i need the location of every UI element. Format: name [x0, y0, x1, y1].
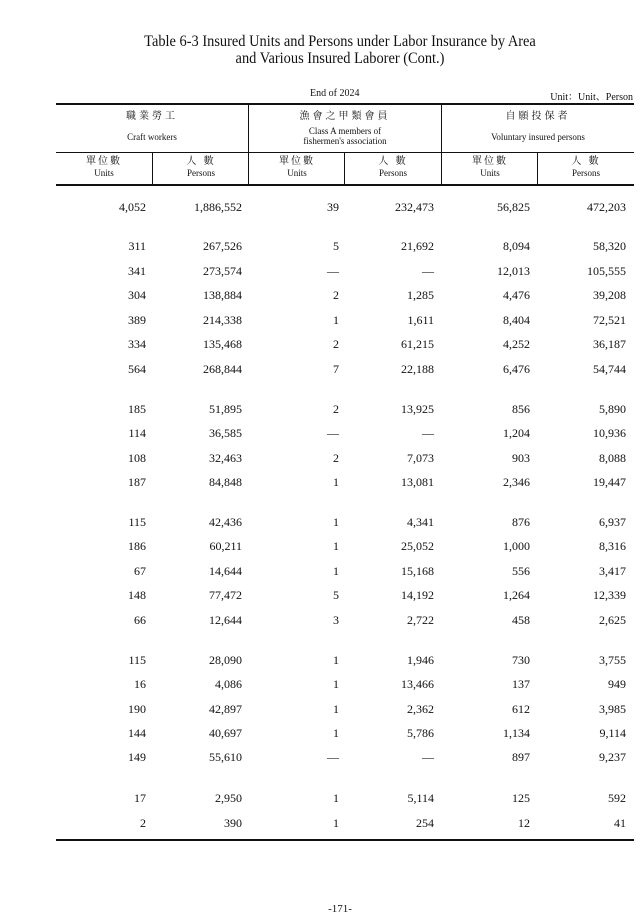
table-cell: 61,215 [401, 337, 434, 351]
table-cell: 22,188 [401, 362, 434, 376]
subheader-units [442, 156, 538, 179]
table-cell: 304 [128, 288, 146, 302]
table-row [56, 514, 634, 530]
table-cell: 13,925 [401, 402, 434, 416]
table-cell: 190 [128, 702, 146, 716]
table-cell: 1,134 [503, 726, 530, 740]
table-cell: 232,473 [395, 200, 434, 214]
table-row [56, 676, 634, 692]
table-cell: 5 [333, 239, 339, 253]
subheader-en: Units [287, 168, 307, 178]
table-cell: 60,211 [209, 539, 242, 553]
table-cell: 115 [128, 653, 146, 667]
table-cell: 28,090 [209, 653, 242, 667]
table-cell: 2 [140, 816, 146, 830]
table-cell: 16 [134, 677, 146, 691]
group-divider-line [56, 152, 634, 153]
table-cell: 1 [333, 539, 339, 553]
table-cell: 876 [512, 515, 530, 529]
table-cell: 8,088 [599, 451, 626, 465]
table-cell: 334 [128, 337, 146, 351]
table-cell: — [327, 264, 339, 278]
table-cell: 856 [512, 402, 530, 416]
table-cell: 341 [128, 264, 146, 278]
table-cell: 12,644 [209, 613, 242, 627]
group-header-en: Class A members of [308, 126, 382, 136]
subheader-persons [538, 156, 634, 179]
table-cell: 39,208 [593, 288, 626, 302]
table-cell: 458 [512, 613, 530, 627]
table-cell: 1 [333, 515, 339, 529]
table-cell: — [327, 750, 339, 764]
table-cell: 3 [333, 613, 339, 627]
table-cell: 214,338 [203, 313, 242, 327]
page-number: -171- [328, 903, 352, 915]
table-cell: 2 [333, 402, 339, 416]
table-cell: 1 [333, 653, 339, 667]
table-cell: 730 [512, 653, 530, 667]
table-row [56, 450, 634, 466]
subheader-zh: 單位數 [86, 156, 122, 167]
table-cell: 903 [512, 451, 530, 465]
table-cell: — [327, 426, 339, 440]
table-title-line1: Table 6-3 Insured Units and Persons under Labor Insurance by Area [144, 33, 536, 50]
table-cell: 5,890 [599, 402, 626, 416]
table-cell: 268,844 [203, 362, 242, 376]
table-cell: 67 [134, 564, 146, 578]
subheader-en: Persons [571, 168, 600, 178]
table-cell: 4,086 [215, 677, 242, 691]
group-header-fishermen [249, 111, 441, 146]
subheader-persons [153, 156, 249, 179]
table-cell: 72,521 [593, 313, 626, 327]
table-row [56, 612, 634, 628]
table-cell: 40,697 [209, 726, 242, 740]
table-cell: 41 [614, 816, 626, 830]
table-cell: 1 [333, 726, 339, 740]
table-cell: 36,585 [209, 426, 242, 440]
table-cell: — [422, 750, 434, 764]
table-cell: 273,574 [203, 264, 242, 278]
subheader-units [56, 156, 152, 179]
table-cell: 2,362 [407, 702, 434, 716]
table-row [56, 474, 634, 490]
table-cell: 472,203 [587, 200, 626, 214]
table-cell: 556 [512, 564, 530, 578]
table-cell: 148 [128, 588, 146, 602]
table-cell: 7 [333, 362, 339, 376]
table-cell: 2,346 [503, 475, 530, 489]
table-cell: 12,013 [497, 264, 530, 278]
group-header-craft-workers [56, 111, 248, 142]
table-cell: 1,611 [407, 313, 434, 327]
table-row [56, 701, 634, 717]
table-cell: 84,848 [209, 475, 242, 489]
subheader-zh: 單位數 [472, 156, 508, 167]
table-cell: 58,320 [593, 239, 626, 253]
table-cell: 389 [128, 313, 146, 327]
table-cell: 4,476 [503, 288, 530, 302]
table-cell: 5,786 [407, 726, 434, 740]
unit-label: Unit：Unit、Person [550, 92, 633, 103]
subheader-en: Units [480, 168, 500, 178]
table-cell: 135,468 [203, 337, 242, 351]
table-cell: 19,447 [593, 475, 626, 489]
table-cell: 1 [333, 564, 339, 578]
table-cell: 13,081 [401, 475, 434, 489]
table-cell: 144 [128, 726, 146, 740]
table-cell: 1 [333, 313, 339, 327]
table-row [56, 538, 634, 554]
table-cell: — [422, 426, 434, 440]
table-cell: 1 [333, 677, 339, 691]
table-row [56, 199, 634, 215]
table-cell: 13,466 [401, 677, 434, 691]
table-cell: 21,692 [401, 239, 434, 253]
table-cell: 564 [128, 362, 146, 376]
table-row [56, 563, 634, 579]
table-cell: 3,755 [599, 653, 626, 667]
table-cell: 12 [518, 816, 530, 830]
table-cell: 115 [128, 515, 146, 529]
table-cell: 186 [128, 539, 146, 553]
table-cell: 14,644 [209, 564, 242, 578]
subheader-zh: 人 數 [571, 156, 601, 167]
table-cell: 897 [512, 750, 530, 764]
header-bottom-rule [56, 184, 634, 186]
table-cell: 55,610 [209, 750, 242, 764]
table-cell: 54,744 [593, 362, 626, 376]
table-cell: 311 [128, 239, 146, 253]
table-cell: 3,417 [599, 564, 626, 578]
table-row [56, 587, 634, 603]
table-cell: 39 [327, 200, 339, 214]
table-cell: 6,937 [599, 515, 626, 529]
table-row [56, 287, 634, 303]
table-cell: 185 [128, 402, 146, 416]
table-cell: 125 [512, 791, 530, 805]
table-cell: 4,252 [503, 337, 530, 351]
table-cell: 1 [333, 816, 339, 830]
table-cell: 51,895 [209, 402, 242, 416]
table-cell: 949 [608, 677, 626, 691]
table-row [56, 790, 634, 806]
table-cell: 36,187 [593, 337, 626, 351]
table-cell: 5,114 [407, 791, 434, 805]
table-cell: 15,168 [401, 564, 434, 578]
table-cell: 8,316 [599, 539, 626, 553]
table-row [56, 336, 634, 352]
table-cell: 14,192 [401, 588, 434, 602]
table-row [56, 652, 634, 668]
subheader-en: Persons [378, 168, 407, 178]
table-cell: 1,204 [503, 426, 530, 440]
subheader-zh: 單位數 [279, 156, 315, 167]
subheader-en: Persons [186, 168, 215, 178]
group-header-zh: 職業勞工 [126, 111, 178, 122]
table-cell: 105,555 [587, 264, 626, 278]
table-cell: 10,936 [593, 426, 626, 440]
table-cell: 612 [512, 702, 530, 716]
table-cell: 1,000 [503, 539, 530, 553]
table-cell: 1 [333, 791, 339, 805]
subheader-persons [345, 156, 441, 179]
table-cell: 1 [333, 475, 339, 489]
group-header-en: Voluntary insured persons [491, 132, 585, 142]
table-cell: 9,237 [599, 750, 626, 764]
table-cell: 2,722 [407, 613, 434, 627]
table-cell: 390 [224, 816, 242, 830]
table-cell: 1,264 [503, 588, 530, 602]
table-cell: 2,625 [599, 613, 626, 627]
table-cell: 4,341 [407, 515, 434, 529]
table-cell: 66 [134, 613, 146, 627]
table-cell: 592 [608, 791, 626, 805]
group-header-zh: 自願投保者 [505, 111, 571, 122]
table-cell: 42,436 [209, 515, 242, 529]
table-cell: 137 [512, 677, 530, 691]
table-row [56, 238, 634, 254]
table-cell: 6,476 [503, 362, 530, 376]
group-header-en: Craft workers [127, 132, 177, 142]
table-cell: 8,094 [503, 239, 530, 253]
table-cell: 56,825 [497, 200, 530, 214]
subheader-zh: 人 數 [378, 156, 408, 167]
table-cell: 12,339 [593, 588, 626, 602]
table-cell: — [422, 264, 434, 278]
table-cell: 2 [333, 288, 339, 302]
header-top-rule [56, 103, 634, 105]
table-cell: 2,950 [215, 791, 242, 805]
period-label: End of 2024 [310, 88, 360, 99]
table-cell: 9,114 [599, 726, 626, 740]
table-row [56, 263, 634, 279]
table-row [56, 312, 634, 328]
table-cell: 7,073 [407, 451, 434, 465]
subheader-en: Units [94, 168, 114, 178]
table-cell: 1,946 [407, 653, 434, 667]
table-row [56, 815, 634, 831]
table-cell: 5 [333, 588, 339, 602]
table-bottom-rule [56, 839, 634, 841]
table-row [56, 401, 634, 417]
table-row [56, 749, 634, 765]
table-cell: 17 [134, 791, 146, 805]
subheader-units [249, 156, 345, 179]
table-cell: 267,526 [203, 239, 242, 253]
table-cell: 77,472 [209, 588, 242, 602]
table-cell: 8,404 [503, 313, 530, 327]
group-header-en: fishermen's association [303, 136, 387, 146]
table-cell: 1,285 [407, 288, 434, 302]
table-cell: 4,052 [119, 200, 146, 214]
table-row [56, 361, 634, 377]
group-header-voluntary [442, 111, 634, 142]
table-cell: 1 [333, 702, 339, 716]
table-cell: 25,052 [401, 539, 434, 553]
table-cell: 2 [333, 451, 339, 465]
table-row [56, 425, 634, 441]
table-cell: 149 [128, 750, 146, 764]
table-cell: 3,985 [599, 702, 626, 716]
subheader-zh: 人 數 [186, 156, 216, 167]
table-cell: 42,897 [209, 702, 242, 716]
table-cell: 138,884 [203, 288, 242, 302]
group-header-zh: 漁會之甲類會員 [299, 111, 391, 122]
table-cell: 108 [128, 451, 146, 465]
table-cell: 114 [128, 426, 146, 440]
table-cell: 2 [333, 337, 339, 351]
table-row [56, 725, 634, 741]
table-title-line2: and Various Insured Laborer (Cont.) [235, 50, 445, 67]
table-cell: 1,886,552 [194, 200, 242, 214]
table-cell: 254 [416, 816, 434, 830]
table-cell: 32,463 [209, 451, 242, 465]
table-cell: 187 [128, 475, 146, 489]
